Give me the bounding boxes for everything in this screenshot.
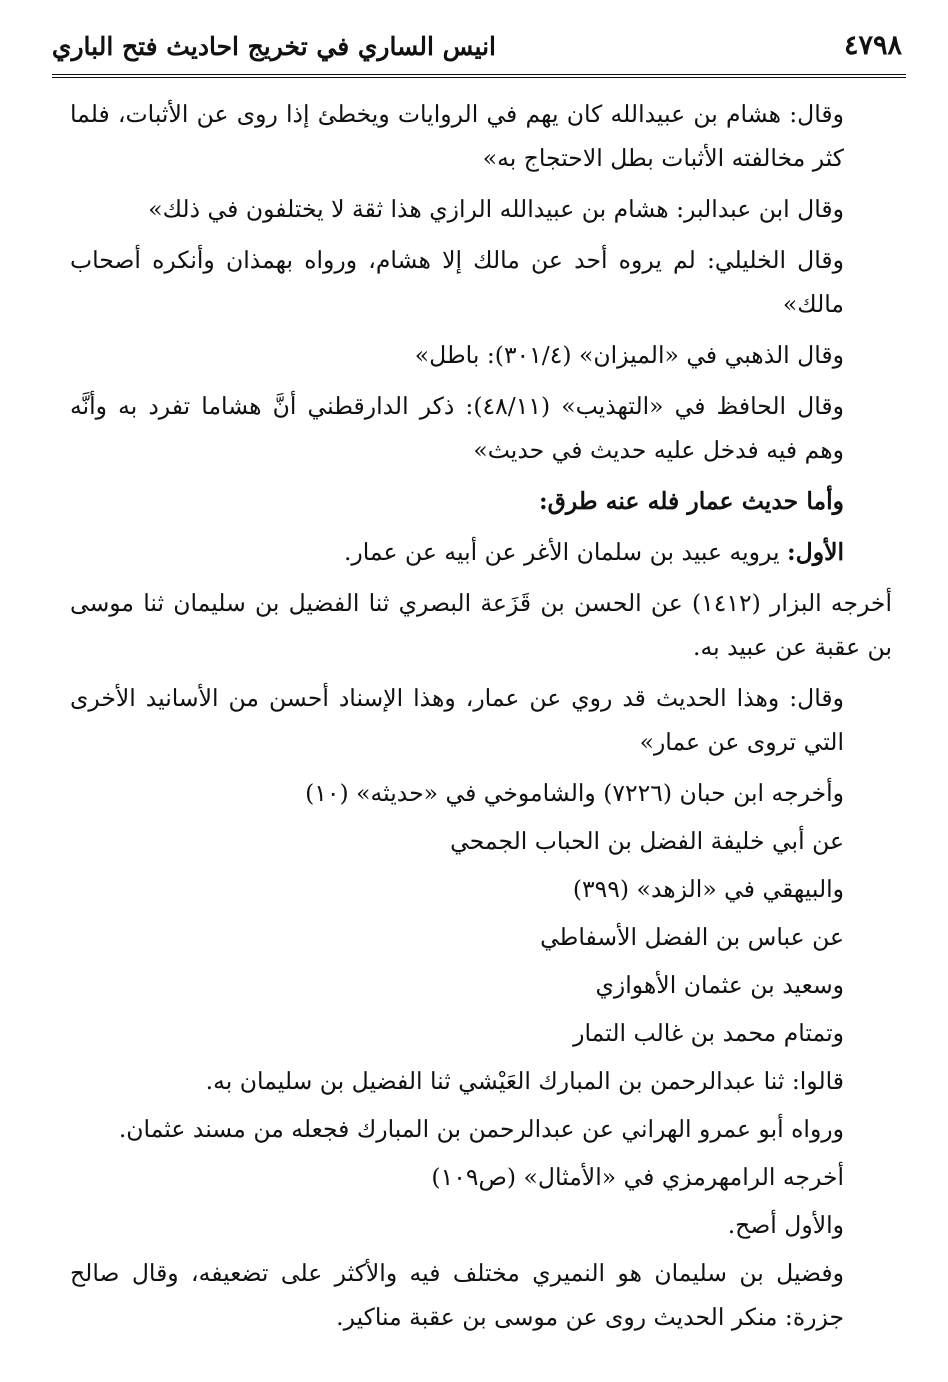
paragraph: وقال: هشام بن عبيدالله كان يهم في الروايات ويخطئ إذا روى عن الأثبات، فلما كثر مخالفته الأثبات بطل الاحتجاج به» (70, 100, 844, 172)
running-title: انيس الساري في تخريج احاديث فتح الباري (51, 32, 496, 61)
paragraph: أخرجه البزار (١٤١٢) عن الحسن بن قَزَعة البصري ثنا الفضيل بن سليمان ثنا موسى بن عقبة عن عبيد به. (70, 589, 892, 661)
line: وسعيد بن عثمان الأهوازي (595, 971, 844, 999)
line: قالوا: ثنا عبدالرحمن بن المبارك العَيْشي ثنا الفضيل بن سليمان به. (205, 1067, 844, 1095)
line: والبيهقي في «الزهد» (٣٩٩) (572, 875, 844, 903)
section-heading: وأما حديث عمار فله عنه طرق: (538, 487, 844, 515)
paragraph: وقال الخليلي: لم يروه أحد عن مالك إلا هشام، ورواه بهمذان وأنكره أصحاب مالك» (70, 246, 844, 318)
line: عن أبي خليفة الفضل بن الحباب الجمحي (450, 827, 844, 855)
line: أخرجه الرامهرمزي في «الأمثال» (ص١٠٩) (431, 1163, 844, 1191)
running-header (52, 28, 906, 78)
first-label: الأول: (786, 538, 844, 566)
first-text: يرويه عبيد بن سلمان الأغر عن أبيه عن عمار. (343, 538, 787, 566)
page-body (70, 92, 892, 1346)
paragraph: وقال: وهذا الحديث قد روي عن عمار، وهذا الإسناد أحسن من الأسانيد الأخرى التي تروى عن عمار» (70, 684, 844, 756)
paragraph: وقال الحافظ في «التهذيب» (٤٨/١١): ذكر الدارقطني أنَّ هشاما تفرد به وأنَّه وهم فيه فدخل عليه حديث في حديث» (70, 392, 844, 464)
paragraph: وفضيل بن سليمان هو النميري مختلف فيه والأكثر على تضعيفه، وقال صالح جزرة: منكر الحديث روى عن موسى بن عقبة مناكير. (70, 1259, 844, 1331)
paragraph: وقال الذهبي في «الميزان» (٣٠١/٤): باطل» (414, 341, 844, 369)
line: عن عباس بن الفضل الأسفاطي (540, 923, 844, 951)
line: وأخرجه ابن حبان (٧٢٢٦) والشاموخي في «حديثه» (١٠) (305, 779, 844, 807)
page-number: ٤٧٩٨ (843, 30, 902, 61)
paragraph: وقال ابن عبدالبر: هشام بن عبيدالله الرازي هذا ثقة لا يختلفون في ذلك» (148, 195, 844, 223)
paragraph (70, 530, 892, 574)
line: ورواه أبو عمرو الهراني عن عبدالرحمن بن المبارك فجعله من مسند عثمان. (118, 1115, 844, 1143)
line: والأول أصح. (727, 1211, 844, 1239)
line: وتمتام محمد بن غالب التمار (573, 1019, 844, 1047)
